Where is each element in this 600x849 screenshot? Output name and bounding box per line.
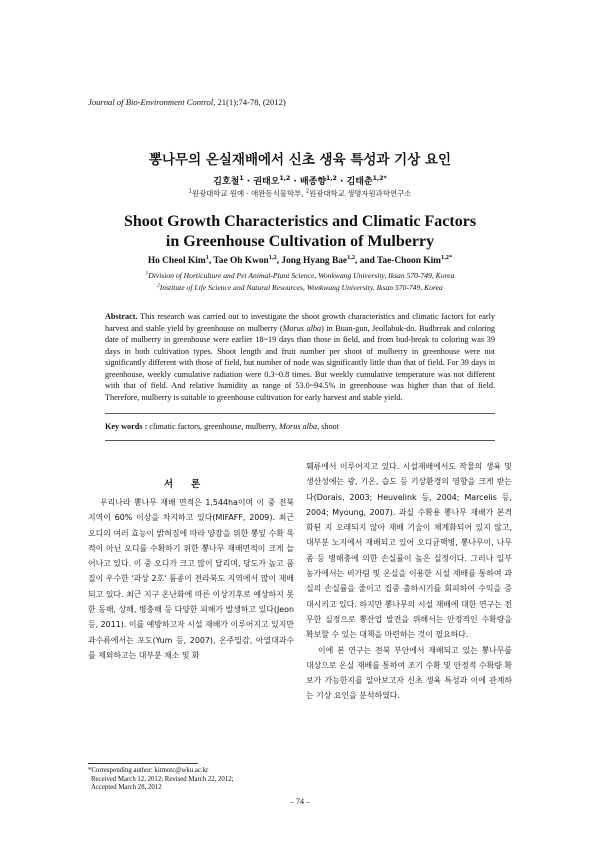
abstract-species: Morus alba [282,323,322,333]
footnote [88,767,298,793]
author-separator: · [290,177,300,187]
keywords-text: climatic factors, greenhouse, mulberry, [149,422,280,431]
keywords-label: Key words : [105,422,148,431]
body-right-column [306,459,512,759]
keywords [105,422,495,431]
english-author: and Tae-Choon Kim [359,256,441,266]
english-title-line-1: Shoot Growth Characteristics and Climatic Factors [123,213,477,230]
english-affiliations [0,270,600,294]
body-paragraph: 이에 본 연구는 전북 부안에서 재배되고 있는 뽕나무를 대상으로 온실 재배를 통하여 조기 수확 및 안정적 수확량 확보가 가능한지를 알아보고자 신초 생육 특성과 이에 관계하는 기상 요인을 분석하였다. [306,645,512,701]
author-sup: 1,2 [326,175,337,182]
body-paragraph: 훼류에서 이루어지고 있다. 시설재배에서도 작물의 생육 및 생산성에는 광, 기온, 습도 등 기상환경의 영향을 크게 받는다(Dorais, 2003; Heuvelink 등, 2004; Marcelis 등, 2004; Myoung, 2007). 과실 수확용 뽕나무 재배가 본격화된 지 오래되지 않아 재배 기술이 체계화되어 있지 않고, 대부분 노지에서 재배되고 있어 오디균핵병, 뽕나무이, 나무좀 등 병해충에 의한 손실률이 높은 실정이다. 그러나 일부 농가에서는 비가림 및 온실을 이용한 시설 재배를 통하여 과실의 손실률을 줄이고 집중 출하시기를 회피하여 수익을 증대시키고 있다. 하지만 뽕나무의 시설 재배에 대한 연구는 전무한 실정으로 뽕산업 발전을 위해서는 안정적인 수확량을 확보할 수 있는 대책을 마련하는 것이 필요하다. [306,462,512,640]
affil-sup: 1 [188,188,192,195]
english-title [0,212,600,252]
korean-affiliation-1: 원광대학교 원예 · 애완동식물학부, [191,189,306,198]
journal-citation [88,97,286,107]
accepted-date: Accepted March 28, 2012 [91,784,162,792]
keywords-divider [105,440,495,441]
korean-affiliation [0,188,600,199]
korean-author: 권태오 [253,177,280,187]
author-sup: 1,2* [441,253,453,261]
keywords-text-cont: , shoot [317,422,339,431]
english-title-line-2: in Greenhouse Cultivation of Mulberry [165,233,435,250]
author-sup: 1,2 [347,253,356,261]
author-sup: 1 [205,253,209,261]
page-number: – 74 – [290,797,310,806]
author-sup: 1,2 [279,175,291,182]
english-author: Jong Hyang Bae [281,256,348,266]
author-sup: 1 [239,175,244,182]
affil-sup: 2 [305,188,310,195]
journal-name: Journal of Bio-Environment Control, [88,97,216,107]
abstract [105,311,495,403]
korean-author: 배종향 [299,177,327,187]
received-dates: Received March 12, 2012; Revised March 22, 2012; [91,775,234,783]
body-left-column [88,495,294,757]
korean-title: 뽕나무의 온실재배에서 신초 생육 특성과 기상 요인 [148,152,452,168]
english-author: Ho Cheol Kim [147,256,206,266]
english-affiliation-1: $^1$Division of Horticulture and Pet Animal-Plant Science, Wonkwang University, Iksan 570-749, Korea [145,270,455,280]
korean-authors [0,174,600,187]
footnote-rule [88,763,198,764]
korean-author: 김호철 [213,177,240,187]
abstract-label: Abstract. [105,312,138,321]
corresponding-author: *Corresponding author: kitmotc@wku.ac.kr [88,767,209,774]
author-sup: 1,2 [268,253,277,261]
abstract-divider [105,413,495,414]
english-author: Tae Oh Kwon [213,256,269,266]
section-heading: 서론 [163,479,219,490]
korean-affiliation-2: 원광대학교 생명자원과학연구소 [309,189,412,198]
author-separator: · [243,177,254,187]
abstract-text-cont: ) in Buan-gun, Jeollabuk-do. Budbreak and coloring date of mulberry in greenhouse were earlier 18~19 days than those in field, and from bud-break to coloring was 39 days in both cultivation types. Shoot length and fruit number per shoot of mulberry in greenhouse were not significantly different with those of field, but number of node was significantly little than that of field. For 39 days in greenhouse, weekly cumulative radiation were 0.3~0.8 times. But weekly cumulative temperature was not different with that of field. And relative humidity as range of 53.0~94.5% in greenhouse was higher than that of field. Therefore, mulberry is suitable to greenhouse cultivation for early harvest and stable yield. [105,323,496,402]
journal-volume: 21(1):74-78, (2012) [217,97,286,107]
keywords-species: Morus alba [279,422,318,431]
author-separator: · [336,177,347,187]
body-paragraph: 우리나라 뽕나무 재배 면적은 1,544ha이며 이 중 전북 지역이 60% 이상을 차지하고 있다(MIFAFF, 2009). 최근 오디의 여러 효능이 밝혀짐에 따라 양잠을 위한 뽕잎 수확 목적이 아닌 오디를 수확하기 위한 뽕나무 재배면적이 크게 늘어나고 있다. 이 중 오디가 크고 많이 달리며, 당도가 높고 품질이 우수한 '과상 2호' 품종이 전라북도 지역에서 많이 재배되고 있다. 최근 지구 온난화에 따른 이상기후로 예상하지 못한 동해, 상해, 병충해 등 다양한 피해가 발생하고 있다(Jeon 등, 2011). 이를 예방하고자 시설 재배가 이루어지고 있지만 과수류에서는 포도(Yum 등, 2007), 온주밀감, 아열대과수를 제외하고는 대부분 채소 및 화 [88,498,294,660]
author-sup: 1,2* [372,175,387,182]
english-affiliation-2: $^2$Institute of Life Science and Natural Resources, Wonkwang University, Iksan 570-749, Korea [157,282,443,292]
korean-author: 김태춘 [346,177,373,187]
english-authors: Ho Cheol Kim$^1$, Tae Oh Kwon$^{1,2}$, Jong Hyang Bae$^{1,2}$, and Tae-Choon Kim$^{1,2*}$ [147,253,453,266]
abstract-text: This research was carried out to investigate the shoot growth characteristics and climatic factors for early harvest and stable yield by greenhouse on mulberry ( [105,312,495,333]
